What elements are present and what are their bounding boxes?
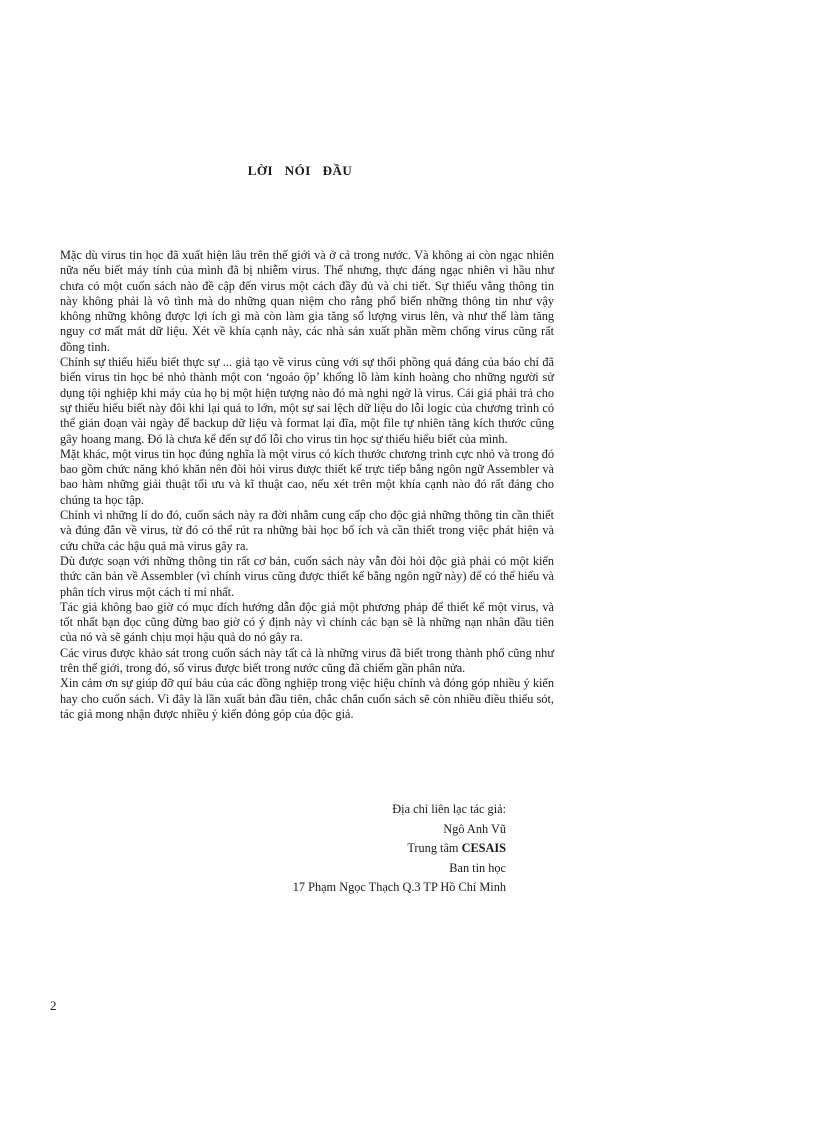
organization-prefix: Trung tâm bbox=[407, 841, 462, 856]
author-name: Ngô Anh Vũ bbox=[443, 821, 506, 836]
paragraph-5: Dù được soạn với những thông tin rất cơ bản, cuốn sách này vẫn đòi hỏi độc giả phải có một kiến thức căn bản về Assembler (vì chính virus cũng được thiết kế bằng ngôn ngữ này) để có thể hiểu và phân tích virus một cách tỉ mỉ nhất. bbox=[60, 553, 554, 599]
department: Ban tin học bbox=[449, 860, 506, 875]
page-number: 2 bbox=[50, 998, 57, 1013]
paragraph-3: Mặt khác, một virus tin học đúng nghĩa là một virus có kích thước chương trình cực nhỏ và trong đó bao gồm chức năng khó khăn nên đòi hỏi virus được thiết kế trực tiếp bằng ngôn ngữ Assembler và bao hàm những giải thuật tối ưu và kĩ thuật cao, nếu xét trên một khía cạnh nào đó rất đáng cho chúng ta học tập. bbox=[60, 446, 554, 507]
address: 17 Phạm Ngọc Thạch Q.3 TP Hồ Chí Minh bbox=[292, 880, 506, 895]
paragraph-7: Các virus được khảo sát trong cuốn sách này tất cả là những virus đã biết trong thành phố cũng như trên thế giới, trong đó, số virus được biết trong nước cũng đã chiếm gần phân nửa. bbox=[60, 645, 554, 676]
paragraph-2: Chính sự thiếu hiểu biết thực sự ... giả tạo về virus cùng với sự thổi phồng quá đáng của báo chí đã biến virus tin học bé nhỏ thành một con ‘ngoáo ộp’ khổng lồ làm kinh hoàng cho những người sử dụng tội nghiệp khi máy của họ bị một hiện tượng nào đó mà nghi ngờ là virus. Cái giá phải trả cho sự thiếu hiểu biết này đôi khi lại quá to lớn, một sự sai lệch dữ liệu do lỗi logic của chương trình có thể gián đoạn vài ngày để backup dữ liệu và format lại đĩa, một file tự nhiên tăng kích thước cũng gây hoang mang. Đó là chưa kể đến sự đổ lỗi cho virus tin học sự thiếu hiểu biết của mình. bbox=[60, 355, 554, 446]
author-contact bbox=[260, 800, 506, 898]
paragraph-6: Tác giả không bao giờ có mục đích hướng dẫn độc giả một phương pháp để thiết kế một virus, và tốt nhất bạn đọc cũng đừng bao giờ có ý định này vì chính các bạn sẽ là những nạn nhân đầu tiên của nó và sẽ gánh chịu mọi hậu quả do nó gây ra. bbox=[60, 599, 554, 645]
paragraph-1: Mặc dù virus tin học đã xuất hiện lâu trên thế giới và ở cả trong nước. Và không ai còn ngạc nhiên nữa nếu biết máy tính của mình đã bị nhiễm virus. Thế nhưng, thực đáng ngạc nhiên vì hầu như chưa có một cuốn sách nào đề cập đến virus một cách đầy đủ và chi tiết. Sự thiếu vắng thông tin này không phải là vô tình mà do những quan niệm cho rằng phổ biến những thông tin như vậy không những không được lợi ích gì mà còn làm gia tăng số lượng virus lên, và như thế làm tăng nguy cơ mất mát dữ liệu. Xét về khía cạnh này, các nhà sản xuất phần mềm chống virus cũng rất đồng tình. bbox=[60, 248, 554, 354]
organization-line bbox=[260, 839, 506, 859]
preface-body bbox=[60, 248, 554, 722]
paragraph-8: Xin cảm ơn sự giúp đỡ quí báu của các đồng nghiệp trong việc hiệu chính và đóng góp nhiều ý kiến hay cho cuốn sách. Vì đây là lần xuất bản đầu tiên, chắc chắn cuốn sách sẽ còn nhiều điều thiếu sót, tác giả mong nhận được nhiều ý kiến đóng góp của độc giả. bbox=[60, 676, 554, 721]
contact-label: Địa chỉ liên lạc tác giả: bbox=[392, 802, 506, 816]
paragraph-4: Chính vì những lí do đó, cuốn sách này ra đời nhằm cung cấp cho độc giả những thông tin cần thiết và đúng đắn về virus, từ đó có thể rút ra những bài học bổ ích và cần thiết trong việc phát hiện và cứu chữa các hậu quả mà virus gây ra. bbox=[60, 508, 554, 553]
page-title: LỜI NÓI ĐẦU bbox=[247, 163, 353, 178]
organization-name: CESAIS bbox=[461, 841, 506, 856]
